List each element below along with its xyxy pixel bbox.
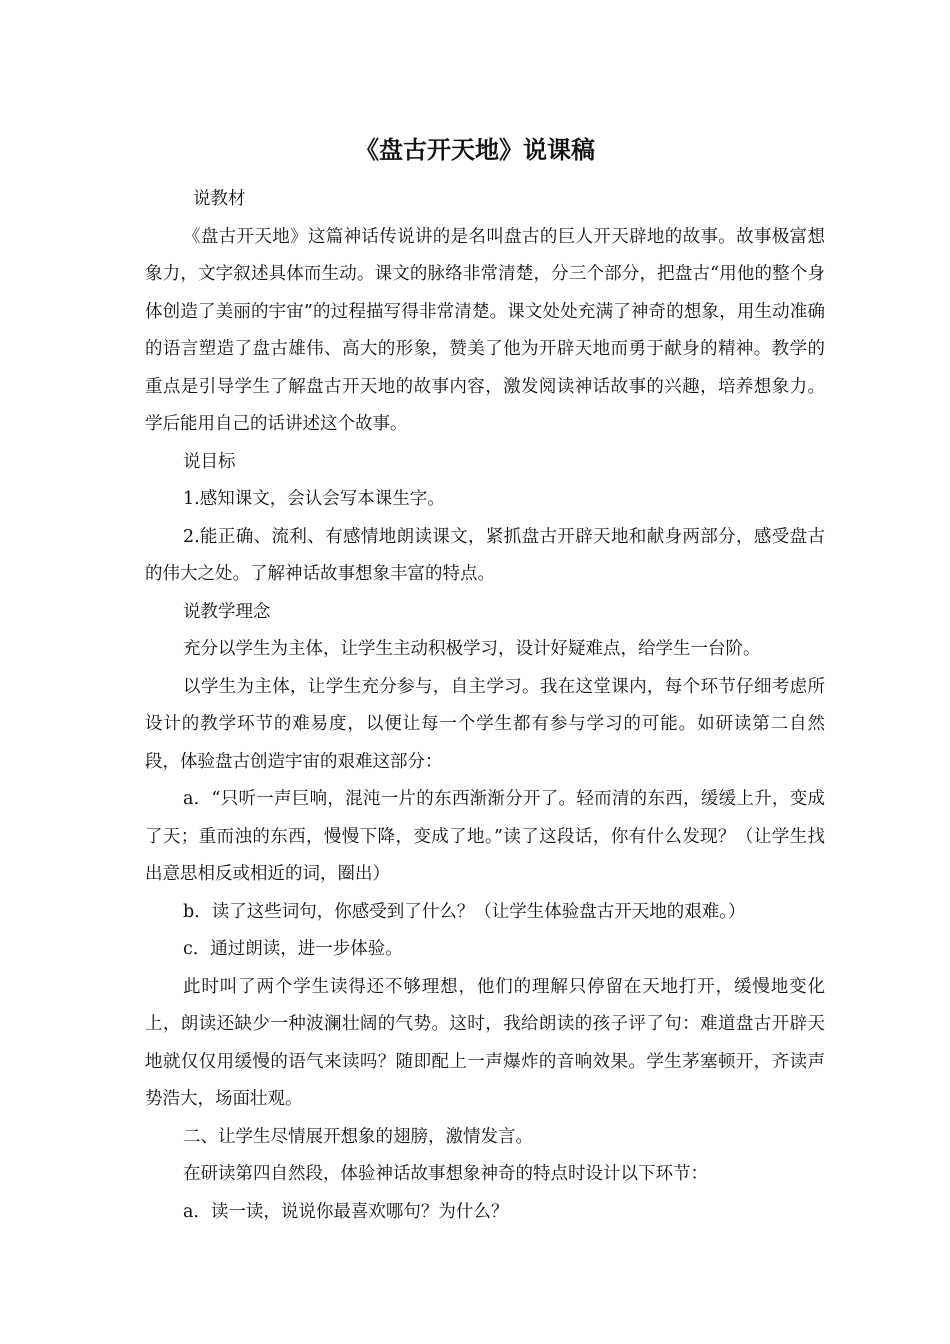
step-item-c: c．通过朗读，进一步体验。 bbox=[183, 939, 403, 959]
document-title: 《盘古开天地》说课稿 bbox=[355, 136, 595, 164]
paragraph-reflection: 此时叫了两个学生读得还不够理想，他们的理解只停留在天地打开，缓慢地变化上，朗读还缺少一种波澜壮阔的气势。这时，我给朗读的孩子评了句：难道盘古开辟天地就仅仅用缓慢的语气来读吗？随即配上一声爆炸的音响效果。学生茅塞顿开，齐读声势浩大，场面壮观。 bbox=[145, 976, 825, 1109]
section-heading-textbook: 说教材 bbox=[193, 189, 246, 209]
goal-item-2: 2.能正确、流利、有感情地朗读课文，紧抓盘古开辟天地和献身两部分，感受盘古的伟大之处。了解神话故事想象丰富的特点。 bbox=[145, 526, 825, 584]
document-body bbox=[145, 181, 825, 1231]
section-heading-philosophy: 说教学理念 bbox=[183, 601, 271, 622]
section-heading-imagination: 二、让学生尽情展开想象的翅膀，激情发言。 bbox=[183, 1126, 533, 1147]
section-heading-goals: 说目标 bbox=[183, 451, 236, 472]
step-item-a-reading: a．读一读，说说你最喜欢哪句？为什么？ bbox=[183, 1201, 509, 1222]
step-item-b: b．读了这些词句，你感受到了什么？（让学生体验盘古开天地的艰难。） bbox=[183, 901, 746, 922]
paragraph-textbook-analysis: 《盘古开天地》这篇神话传说讲的是名叫盘古的巨人开天辟地的故事。故事极富想象力，文字叙述具体而生动。课文的脉络非常清楚，分三个部分，把盘古“用他的整个身体创造了美丽的宇宙”的过程描写得非常清楚。课文处处充满了神奇的想象，用生动准确的语言塑造了盘古雄伟、高大的形象，赞美了他为开辟天地而勇于献身的精神。教学的重点是引导学生了解盘古开天地的故事内容，激发阅读神话故事的兴趣，培养想象力。学后能用自己的话讲述这个故事。 bbox=[145, 226, 825, 434]
step-item-a: a．“只听一声巨响，混沌一片的东西渐渐分开了。轻而清的东西，缓缓上升，变成了天；重而浊的东西，慢慢下降，变成了地。”读了这段话，你有什么发现？（让学生找出意思相反或相近的词，圈出） bbox=[145, 789, 825, 884]
paragraph-philosophy-summary: 充分以学生为主体，让学生主动积极学习，设计好疑难点，给学生一台阶。 bbox=[183, 639, 761, 659]
paragraph-philosophy-detail: 以学生为主体，让学生充分参与，自主学习。我在这堂课内，每个环节仔细考虑所设计的教学环节的难易度，以便让每一个学生都有参与学习的可能。如研读第二自然段，体验盘古创造宇宙的艰难这部分： bbox=[145, 676, 825, 772]
goal-item-1: 1.感知课文，会认会写本课生字。 bbox=[183, 489, 445, 509]
paragraph-fourth-section: 在研读第四自然段，体验神话故事想象神奇的特点时设计以下环节： bbox=[183, 1164, 708, 1184]
